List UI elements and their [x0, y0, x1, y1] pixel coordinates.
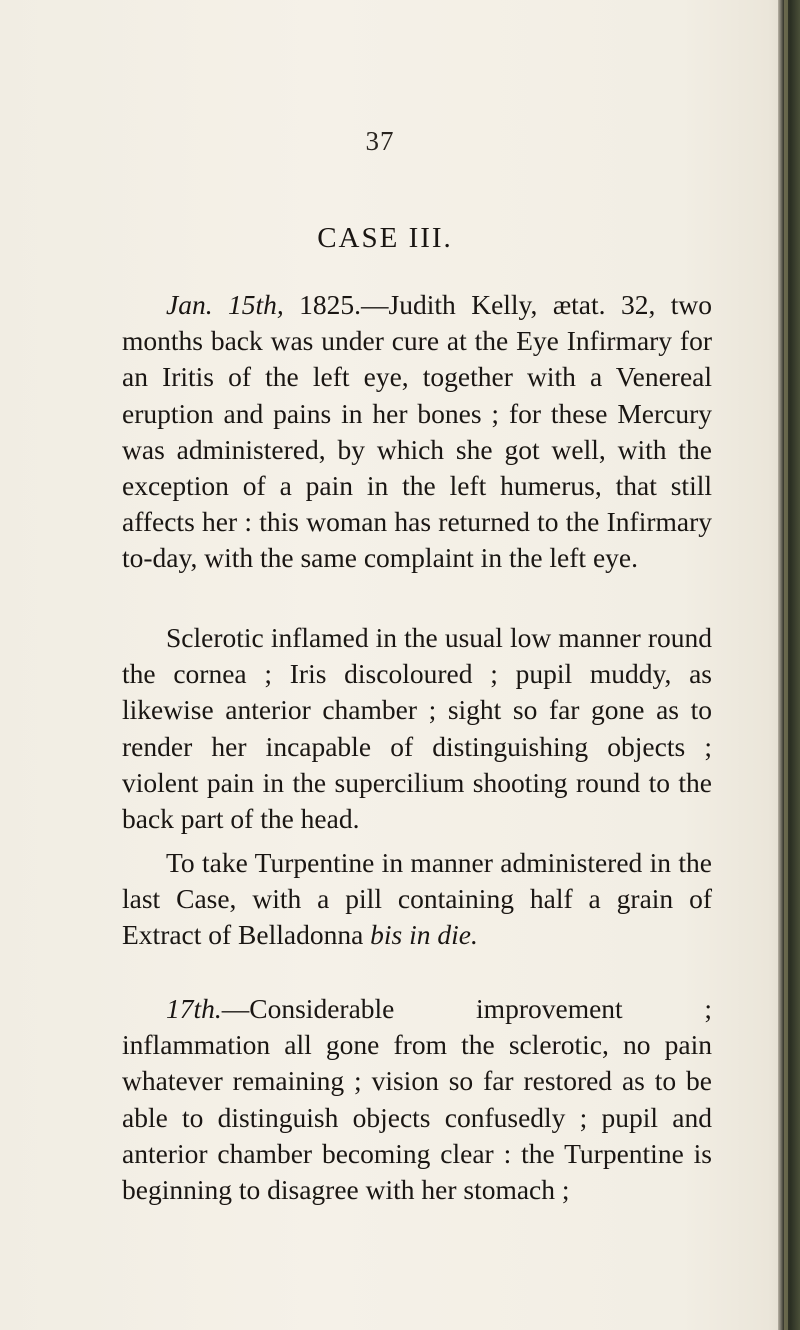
binding-edge: [778, 0, 800, 1330]
paragraph-history: [122, 287, 712, 577]
paragraph-progress: [122, 991, 712, 1208]
page-number: 37: [365, 126, 395, 156]
date-17th: 17th.: [166, 993, 222, 1024]
date-jan-15: Jan. 15th,: [166, 289, 284, 320]
paragraph-3-text: To take Turpentine in manner administered in the last Case, with a pill containing half a grain of Extract of Belladonna: [122, 847, 712, 951]
paragraph-4-text: —Considerable improvement ; inflammation all gone from the sclerotic, no pain whatever remaining ; vision so far restored as to be able to distinguish objects confusedly ; pupil and anterior chamber becoming clear : the Turpentine is beginning to disagree with her stomach ;: [122, 993, 712, 1206]
paragraph-1: [122, 287, 712, 577]
paragraph-treatment: [122, 845, 712, 954]
paragraph-symptoms: [122, 620, 712, 837]
paragraph-4: [122, 991, 712, 1208]
dosage-latin: bis in die.: [370, 919, 478, 951]
paragraph-1-text: 1825.—Judith Kelly, ætat. 32, two months back was under cure at the Eye Infirmary for an Iritis of the left eye, together with a Venereal eruption and pains in her bones ; for these Mercury was administered, by which she got well, with the exception of a pain in the left humerus, that still affects her : this woman has returned to the Infirmary to-day, with the same complaint in the left eye.: [122, 289, 712, 574]
case-heading: CASE III.: [317, 222, 453, 254]
paragraph-3: [122, 845, 712, 954]
paragraph-2: Sclerotic inflamed in the usual low manner round the cornea ; Iris discoloured ; pupil muddy, as likewise anterior chamber ; sight so far gone as to render her incapable of distinguishing objects ; violent pain in the supercilium shooting round to the back part of the head.: [122, 622, 712, 835]
